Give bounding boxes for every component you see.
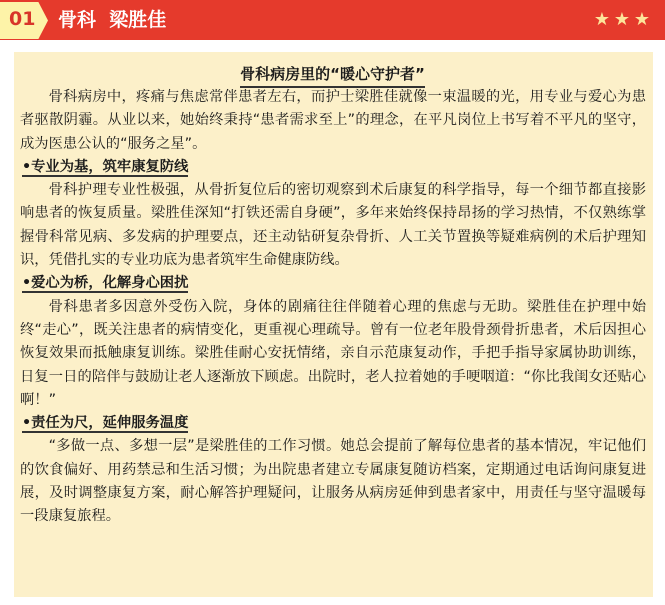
section-heading-text: •专业为基，筑牢康复防线 — [22, 158, 189, 175]
section-heading — [20, 156, 646, 179]
section-paragraph: “多做一点、多想一层”是梁胜佳的工作习惯。她总会提前了解每位患者的基本情况，牢记他们的饮食偏好、用药禁忌和生活习惯；为出院患者建立专属康复随访档案，定期通过电话询问康复进展，及时调整康复方案，耐心解答护理疑问，让服务从病房延伸到患者家中，用责任与坚守温暖每一段康复旅程。 — [20, 438, 646, 525]
star-icon: ★ — [633, 9, 651, 30]
section-heading-text: •责任为尺，延伸服务温度 — [22, 415, 189, 432]
section-heading — [20, 412, 646, 435]
section-paragraph: 骨科护理专业性极强，从骨折复位后的密切观察到术后康复的科学指导，每一个细节都直接影响患者的恢复质量。梁胜佳深知“打铁还需自身硬”，多年来始终保持昂扬的学习热情，不仅熟练掌握骨科常见病、多发病的护理要点，还主动钻研复杂骨折、人工关节置换等疑难病例的术后护理知识，凭借扎实的专业功底为患者筑牢生命健康防线。 — [20, 182, 646, 269]
header-title: 骨科 梁胜佳 — [58, 9, 167, 31]
section-paragraph: 骨科患者多因意外受伤入院，身体的剧痛往往伴随着心理的焦虑与无助。梁胜佳在护理中始终“走心”，既关注患者的病情变化，更重视心理疏导。曾有一位老年股骨颈骨折患者，术后因担心恢复效果而抵触康复训练。梁胜佳耐心安抚情绪，亲自示范康复动作，手把手指导家属协助训练，日复一日的陪伴与鼓励让老人逐渐放下顾虑。出院时，老人拉着她的手哽咽道：“你比我闺女还贴心啊！” — [20, 298, 646, 408]
header-band — [0, 0, 665, 40]
section-heading — [20, 272, 646, 295]
star-icon: ★ — [593, 9, 611, 30]
article-title: 骨科病房里的“暖心守护者” — [240, 63, 425, 88]
article-body — [20, 86, 646, 529]
star-rating — [593, 11, 651, 29]
section-heading-text: •爱心为桥，化解身心困扰 — [22, 275, 189, 292]
intro-paragraph: 骨科病房中，疼痛与焦虑常伴患者左右，而护士梁胜佳就像一束温暖的光，用专业与爱心为患者驱散阴霾。从业以来，她始终秉持“患者需求至上”的理念，在平凡岗位上书写着不平凡的坚守，成为医患公认的“服务之星”。 — [20, 89, 646, 152]
section-number: 01 — [9, 8, 36, 30]
article-title-row — [0, 63, 665, 88]
star-icon: ★ — [613, 9, 631, 30]
